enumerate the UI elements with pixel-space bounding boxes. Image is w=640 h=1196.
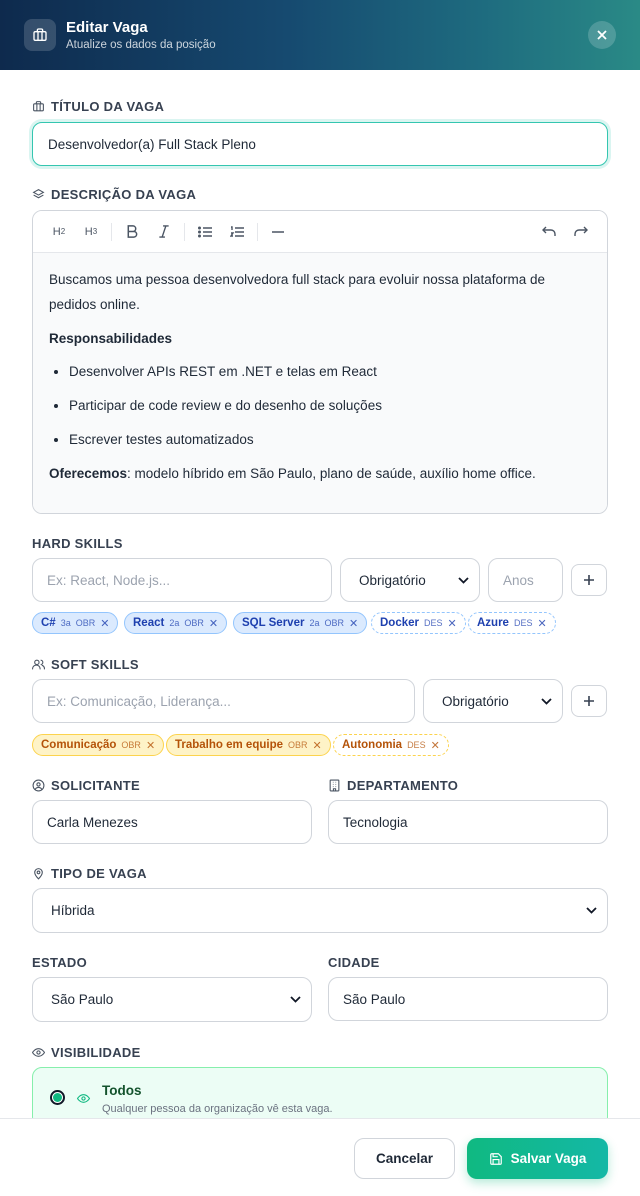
close-button[interactable] [588, 21, 616, 49]
add-hard-skill-button[interactable] [571, 564, 607, 596]
visibility-option-title: Todos [102, 1083, 142, 1098]
offer-text: : modelo híbrido em São Paulo, plano de saúde, auxílio home office. [127, 466, 536, 481]
editor-toolbar [33, 211, 607, 253]
toolbar-divider [111, 223, 112, 241]
soft-skill-level-select[interactable]: Obrigatório [423, 679, 563, 723]
editor-content[interactable] [33, 253, 607, 514]
titulo-input[interactable]: Desenvolvedor(a) Full Stack Pleno [32, 122, 608, 166]
briefcase-icon [32, 100, 45, 113]
titulo-label: TÍTULO DA VAGA [32, 99, 164, 114]
add-soft-skill-button[interactable] [571, 685, 607, 717]
layers-icon [32, 188, 45, 201]
chevron-down-icon [586, 907, 597, 914]
eye-icon [32, 1046, 45, 1059]
hard-skill-chip: C# 3a OBR ✕ [32, 612, 118, 634]
save-icon [489, 1152, 503, 1166]
cidade-label: CIDADE [328, 955, 380, 970]
chevron-down-icon [458, 577, 469, 584]
chevron-down-icon [290, 996, 301, 1003]
modal-subtitle: Atualize os dados da posição [66, 39, 216, 51]
descricao-label: DESCRIÇÃO DA VAGA [32, 187, 196, 202]
modal-footer [0, 1118, 640, 1196]
heading2-button[interactable]: H 2 [52, 225, 66, 238]
responsibilities-list [69, 359, 591, 452]
user-circle-icon [32, 779, 45, 792]
heading3-button[interactable]: H 3 [84, 225, 98, 238]
soft-skill-chip: Autonomia DES ✕ [333, 734, 449, 756]
undo-icon [542, 226, 556, 238]
visibility-option-desc: Qualquer pessoa da organização vê esta vaga. [102, 1103, 333, 1115]
building-icon [328, 779, 341, 792]
close-icon [596, 29, 608, 41]
toolbar-divider [257, 223, 258, 241]
modal-title: Editar Vaga [66, 19, 148, 36]
horizontal-rule-button[interactable] [262, 219, 294, 245]
description-editor[interactable] [32, 210, 608, 514]
eye-icon [76, 1092, 91, 1105]
offer-bold: Oferecemos [49, 466, 128, 481]
soft-skill-input[interactable]: Ex: Comunicação, Liderança... [32, 679, 415, 723]
remove-chip-icon[interactable]: ✕ [208, 617, 219, 630]
offer-paragraph [49, 461, 591, 486]
ordered-list-icon [230, 226, 244, 238]
solicitante-label: SOLICITANTE [32, 778, 140, 793]
remove-chip-icon[interactable]: ✕ [100, 617, 110, 630]
soft-skill-chip: Trabalho em equipe OBR ✕ [166, 734, 331, 756]
soft-skill-chip: Comunicação OBR ✕ [32, 734, 164, 756]
ordered-list-button[interactable] [221, 219, 253, 245]
radio-selected[interactable] [50, 1090, 65, 1105]
list-item: • Escrever testes automatizados [69, 427, 591, 452]
tipo-label: TIPO DE VAGA [32, 866, 147, 881]
cidade-input[interactable]: São Paulo [328, 977, 608, 1021]
save-button[interactable]: Salvar Vaga [467, 1138, 608, 1179]
tipo-select[interactable]: Híbrida [32, 888, 608, 933]
redo-icon [574, 226, 588, 238]
description-intro: Buscamos uma pessoa desenvolvedora full stack para evoluir nossa plataforma de pedidos online. [49, 272, 546, 312]
hard-skill-chip: SQL Server 2a OBR ✕ [233, 612, 367, 634]
modal-header [0, 0, 640, 70]
hard-skill-chip: Docker DES ✕ [371, 612, 466, 634]
italic-button[interactable] [148, 219, 180, 245]
hard-skill-years-input[interactable]: Anos [488, 558, 563, 602]
plus-icon [583, 695, 595, 707]
departamento-label: DEPARTAMENTO [328, 778, 458, 793]
remove-chip-icon[interactable]: ✕ [312, 739, 322, 752]
remove-chip-icon[interactable]: ✕ [348, 617, 359, 630]
bold-button[interactable] [116, 219, 148, 245]
italic-icon [158, 225, 170, 238]
chevron-down-icon [541, 698, 552, 705]
list-item: • Desenvolver APIs REST em .NET e telas em React [69, 359, 591, 384]
toolbar-divider [184, 223, 185, 241]
hard-skill-chip: React 2a OBR ✕ [124, 612, 227, 634]
plus-icon [583, 574, 595, 586]
estado-label: ESTADO [32, 955, 88, 970]
cancel-button[interactable]: Cancelar [354, 1138, 455, 1179]
visibilidade-label: VISIBILIDADE [32, 1045, 141, 1060]
map-pin-icon [32, 867, 45, 880]
users-icon [32, 658, 45, 671]
solicitante-input[interactable]: Carla Menezes [32, 800, 312, 844]
briefcase-icon [24, 19, 56, 51]
horizontal-rule-icon [272, 231, 284, 233]
bullet-list-button[interactable] [189, 219, 221, 245]
hard-skills-label: HARD SKILLS [32, 536, 123, 551]
bullet-list-icon [198, 226, 212, 238]
list-item: • Participar de code review e do desenho de soluções [69, 393, 591, 418]
remove-chip-icon[interactable]: ✕ [430, 739, 440, 752]
estado-select[interactable]: São Paulo [32, 977, 312, 1022]
hard-skill-level-select[interactable]: Obrigatório [340, 558, 480, 602]
redo-button[interactable] [565, 219, 597, 245]
remove-chip-icon[interactable]: ✕ [537, 617, 547, 630]
responsibilities-heading: Responsabilidades [49, 331, 173, 346]
bold-icon [126, 225, 138, 238]
hard-skill-input[interactable]: Ex: React, Node.js... [32, 558, 332, 602]
soft-skills-label: SOFT SKILLS [32, 657, 139, 672]
remove-chip-icon[interactable]: ✕ [145, 739, 156, 752]
hard-skill-chip: Azure DES ✕ [468, 612, 556, 634]
departamento-input[interactable]: Tecnologia [328, 800, 608, 844]
remove-chip-icon[interactable]: ✕ [447, 617, 457, 630]
undo-button[interactable] [533, 219, 565, 245]
